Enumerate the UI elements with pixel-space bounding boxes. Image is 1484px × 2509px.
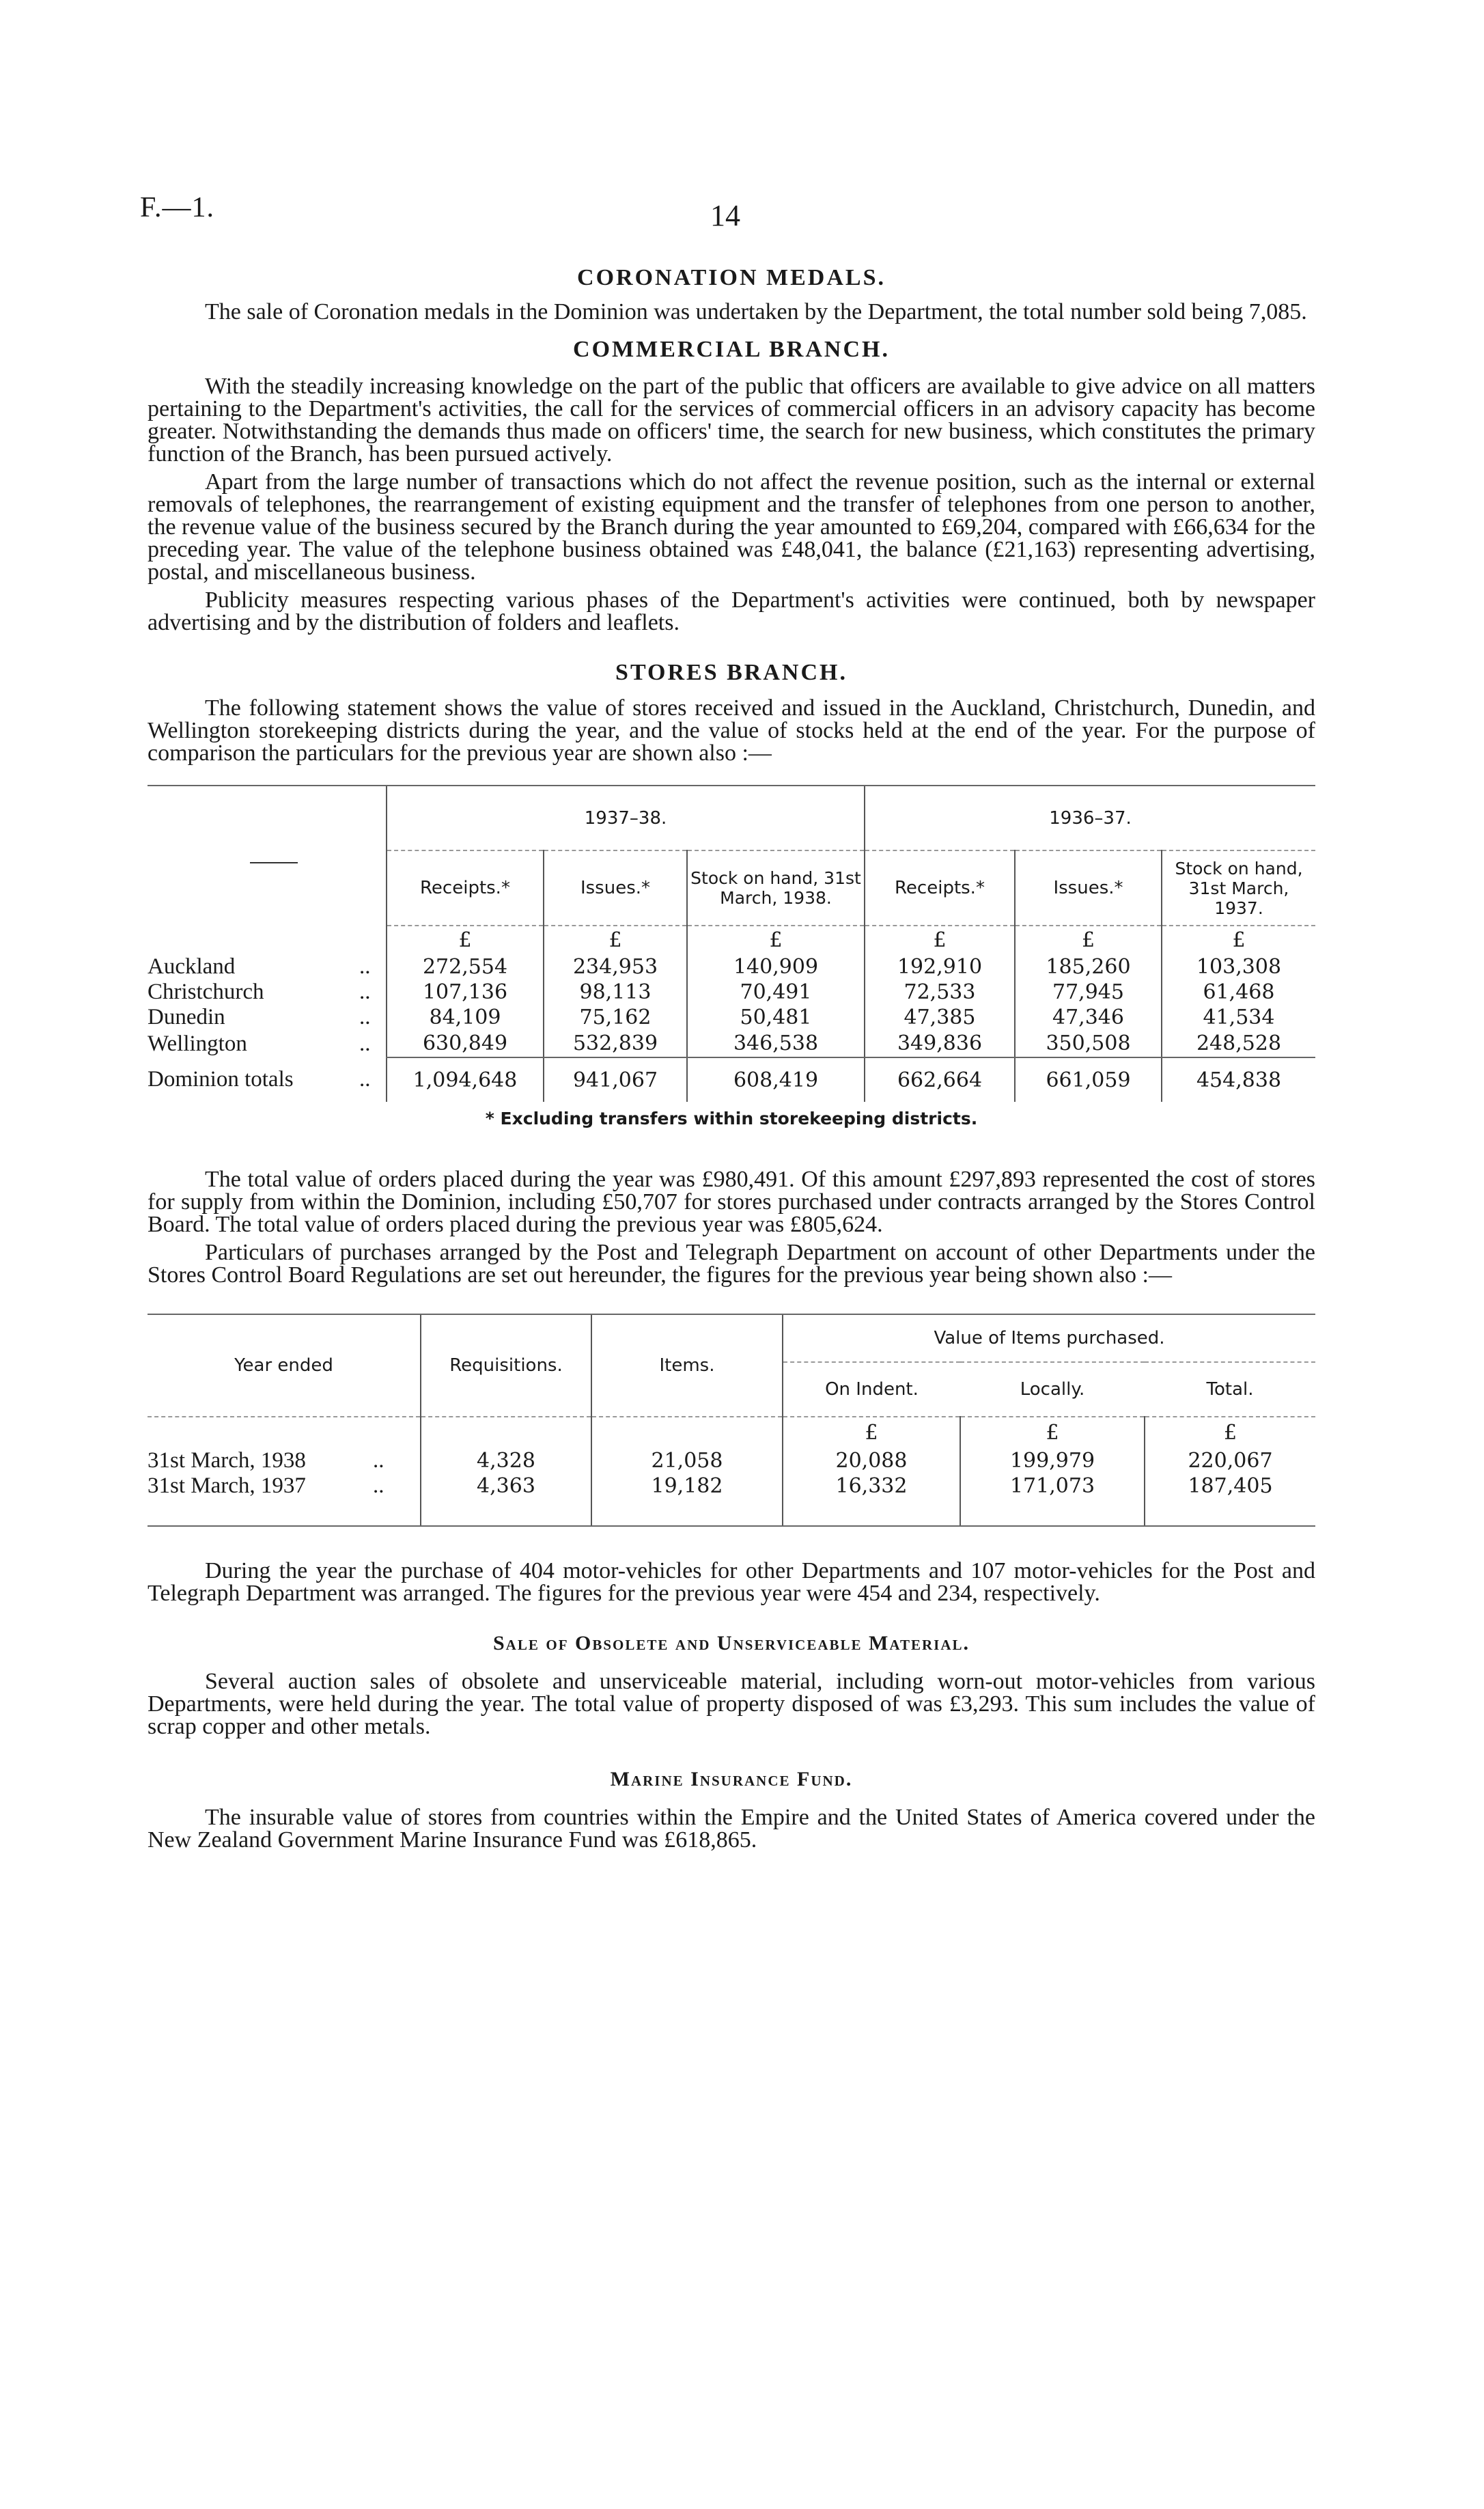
page-content: [148, 253, 1315, 1851]
table-cell: 47,346: [1015, 1005, 1162, 1030]
commercial-paragraph-3: Publicity measures respecting various phases of the Department's activities were continued, both by newspaper advertising and by the distribution of folders and leaflets.: [148, 587, 1315, 635]
table-row: [148, 954, 1315, 980]
district-name: Wellington: [148, 1031, 247, 1056]
unit-row: [148, 1417, 1315, 1448]
district-name: Christchurch: [148, 980, 264, 1004]
table-cell: 662,664: [865, 1057, 1015, 1102]
year-header-1936-37: 1936–37.: [865, 786, 1315, 850]
table-cell: 192,910: [865, 954, 1015, 980]
row-label: [148, 1448, 421, 1473]
table-cell: 187,405: [1145, 1473, 1315, 1499]
table-cell: 75,162: [544, 1005, 687, 1030]
table-cell: 103,308: [1162, 954, 1315, 980]
table-cell: 4,363: [421, 1473, 591, 1499]
row-label: [148, 1473, 421, 1499]
purchases-table: [148, 1314, 1315, 1527]
table-cell: 47,385: [865, 1005, 1015, 1030]
col-items: Items.: [591, 1314, 783, 1417]
col-locally: Locally.: [960, 1362, 1145, 1417]
unit-symbol: £: [1015, 926, 1162, 954]
marine-paragraph: The insurable value of stores from countries within the Empire and the United States of America covered under the New Zealand Government Marine Insurance Fund was £618,865.: [148, 1805, 1315, 1853]
coronation-title: CORONATION MEDALS.: [577, 265, 886, 290]
totals-row: [148, 1057, 1315, 1102]
table-cell: 140,909: [687, 954, 865, 980]
year-ended-value: 31st March, 1938: [148, 1448, 306, 1473]
stores-title: STORES BRANCH.: [615, 660, 848, 685]
table-row: [148, 1030, 1315, 1057]
unit-symbol: £: [687, 926, 865, 954]
commercial-paragraph-2: Apart from the large number of transactions which do not affect the revenue position, such as the internal or external removals of telephones, the rearrangement of existing equipment and the transfer of telephones from one person to another, the revenue value of the business secured by the Branch during the year amounted to £69,204, compared with £66,634 for the preceding year. The value of the telephone business obtained was £48,041, the balance (£21,163) representing advertising, postal, and miscellaneous business.: [148, 469, 1315, 585]
district-name: Auckland: [148, 954, 236, 979]
leader-dots: ..: [373, 1448, 384, 1473]
unit-symbol: £: [1162, 926, 1315, 954]
table-cell: 630,849: [387, 1030, 544, 1057]
table-cell: 21,058: [591, 1448, 783, 1473]
table-footnote: * Excluding transfers within storekeeping districts.: [485, 1109, 978, 1128]
table-cell: 41,534: [1162, 1005, 1315, 1030]
row-label: [148, 1057, 387, 1102]
table-cell: 72,533: [865, 980, 1015, 1005]
table-cell: 20,088: [783, 1448, 960, 1473]
table-cell: 19,182: [591, 1473, 783, 1499]
table-corner: [148, 786, 387, 926]
table-cell: 532,839: [544, 1030, 687, 1057]
leader-dots: ..: [373, 1473, 384, 1498]
unit-symbol: £: [387, 926, 544, 954]
col-receipts-1937: Receipts.*: [865, 850, 1015, 926]
commercial-paragraph-1: With the steadily increasing knowledge on the part of the public that officers are available to give advice on all matters pertaining to the Department's activities, the call for the services of commercial officers in an advisory capacity has become greater. Notwithstanding the demands thus made on officers' time, the search for new business, which constitutes the primary function of the Branch, has been pursued actively.: [148, 374, 1315, 467]
table-cell: 608,419: [687, 1057, 865, 1102]
page-reference: F.—1.: [140, 192, 214, 223]
leader-dots: ..: [359, 1005, 371, 1029]
page-number: 14: [710, 199, 740, 232]
unit-symbol: £: [783, 1417, 960, 1448]
table-cell: 199,979: [960, 1448, 1145, 1473]
table-cell: 98,113: [544, 980, 687, 1005]
table-cell: 185,260: [1015, 954, 1162, 980]
commercial-title: COMMERCIAL BRANCH.: [573, 337, 890, 362]
unit-row: [148, 926, 1315, 954]
leader-dots: ..: [359, 954, 371, 979]
table-cell: 107,136: [387, 980, 544, 1005]
col-receipts-1938: Receipts.*: [387, 850, 544, 926]
row-label: [148, 1005, 387, 1030]
marine-title: Marine Insurance Fund.: [610, 1768, 853, 1790]
col-requisitions: Requisitions.: [421, 1314, 591, 1417]
col-stock-1937: Stock on hand, 31st March, 1937.: [1162, 850, 1315, 926]
table-row: [148, 980, 1315, 1005]
stores-paragraph-3: Particulars of purchases arranged by the Post and Telegraph Department on account of other Departments under the Stores Control Board Regulations are set out hereunder, the figures for the previous year being shown also :—: [148, 1240, 1315, 1288]
year-header-1937-38: 1937–38.: [387, 786, 865, 850]
table-row: [148, 1448, 1315, 1473]
col-value-purchased: Value of Items purchased.: [783, 1314, 1315, 1362]
coronation-paragraph: The sale of Coronation medals in the Dominion was undertaken by the Department, the total number sold being 7,085.: [205, 299, 1307, 324]
table-cell: 50,481: [687, 1005, 865, 1030]
table-cell: 248,528: [1162, 1030, 1315, 1057]
table-cell: 220,067: [1145, 1448, 1315, 1473]
table-cell: 941,067: [544, 1057, 687, 1102]
table-cell: 661,059: [1015, 1057, 1162, 1102]
leader-dots: ..: [359, 1067, 371, 1092]
district-name: Dunedin: [148, 1005, 225, 1029]
obsolete-paragraph: Several auction sales of obsolete and unserviceable material, including worn-out motor-vehicles from various Departments, were held during the year. The total value of property disposed of was £3,293. This sum includes the value of scrap copper and other metals.: [148, 1669, 1315, 1739]
year-ended-value: 31st March, 1937: [148, 1473, 306, 1498]
col-issues-1937: Issues.*: [1015, 850, 1162, 926]
table-cell: 61,468: [1162, 980, 1315, 1005]
col-on-indent: On Indent.: [783, 1362, 960, 1417]
stores-table: [148, 785, 1315, 1102]
stores-paragraph-4: During the year the purchase of 404 motor-vehicles for other Departments and 107 motor-vehicles for the Post and Telegraph Department was arranged. The figures for the previous year were 454 and 234, respectively.: [148, 1558, 1315, 1606]
obsolete-title: Sale of Obsolete and Unserviceable Material.: [493, 1632, 970, 1654]
table-cell: 4,328: [421, 1448, 591, 1473]
row-label: [148, 980, 387, 1005]
unit-symbol: £: [865, 926, 1015, 954]
table-row: [148, 1473, 1315, 1499]
table-cell: 350,508: [1015, 1030, 1162, 1057]
table-cell: 171,073: [960, 1473, 1145, 1499]
table-cell: 1,094,648: [387, 1057, 544, 1102]
leader-dots: ..: [359, 1031, 371, 1056]
totals-label: Dominion totals: [148, 1067, 294, 1092]
table-cell: 234,953: [544, 954, 687, 980]
table-cell: 454,838: [1162, 1057, 1315, 1102]
table-cell: 349,836: [865, 1030, 1015, 1057]
row-label: [148, 1030, 387, 1057]
table-cell: 16,332: [783, 1473, 960, 1499]
leader-dots: ..: [359, 980, 371, 1004]
table-bottom-border: [148, 1499, 1315, 1526]
table-cell: 272,554: [387, 954, 544, 980]
table-cell: 70,491: [687, 980, 865, 1005]
col-year-ended: Year ended: [148, 1314, 421, 1417]
unit-symbol: £: [544, 926, 687, 954]
table-row: [148, 1005, 1315, 1030]
col-total: Total.: [1145, 1362, 1315, 1417]
stores-paragraph-2: The total value of orders placed during the year was £980,491. Of this amount £297,893 represented the cost of stores for supply from within the Dominion, including £50,707 for stores purchased under contracts arranged by the Stores Control Board. The total value of orders placed during the previous year was £805,624.: [148, 1167, 1315, 1237]
row-label: [148, 954, 387, 980]
stores-paragraph-1: The following statement shows the value of stores received and issued in the Auckland, Christchurch, Dunedin, and Wellington storekeeping districts during the year, and the value of stocks held at the end of the year. For the purpose of comparison the particulars for the previous year are shown also :—: [148, 695, 1315, 766]
table-cell: 77,945: [1015, 980, 1162, 1005]
table-cell: 346,538: [687, 1030, 865, 1057]
unit-symbol: £: [960, 1417, 1145, 1448]
col-issues-1938: Issues.*: [544, 850, 687, 926]
unit-symbol: £: [1145, 1417, 1315, 1448]
table-cell: 84,109: [387, 1005, 544, 1030]
col-stock-1938: Stock on hand, 31st March, 1938.: [687, 850, 865, 926]
